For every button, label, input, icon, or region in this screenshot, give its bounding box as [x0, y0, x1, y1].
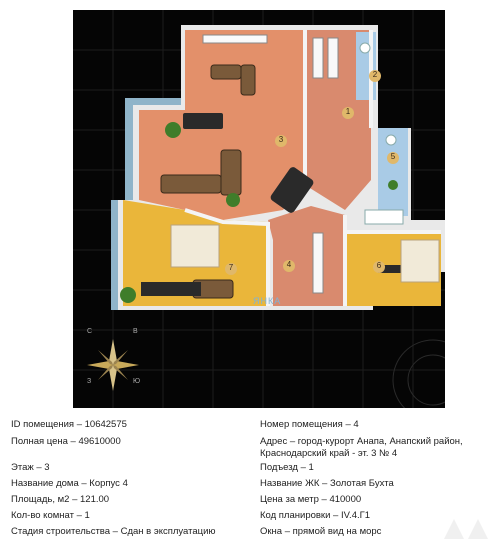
- info-entrance: Подъезд – 1: [260, 462, 314, 473]
- compass-label-e: В: [133, 328, 138, 335]
- compass-label-n: С: [87, 328, 93, 335]
- brand-watermark: ЯНКА: [253, 296, 282, 306]
- info-building-name: Название дома – Корпус 4: [11, 478, 128, 489]
- info-address: Адрес – город-курорт Анапа, Анапский район, Краснодарский край - эт. 3 № 4: [260, 436, 463, 459]
- room-number-1: 1: [345, 107, 351, 116]
- compass-label-w: З: [87, 378, 92, 385]
- room-number-7: 7: [228, 263, 234, 272]
- info-id: ID помещения – 10642575: [11, 419, 127, 430]
- room-number-4: 4: [286, 260, 292, 269]
- room-4-corridor: [268, 206, 345, 306]
- info-price-per-meter: Цена за метр – 410000: [260, 494, 362, 505]
- info-construction-stage: Стадия строительства – Сдан в эксплуатацию: [11, 526, 216, 537]
- room-number-6: 6: [376, 261, 382, 270]
- info-full-price: Полная цена – 49610000: [11, 436, 121, 447]
- room-number-3: 3: [278, 135, 284, 144]
- floor-plan-image: [73, 10, 445, 408]
- info-layout-code: Код планировки – IV.4.Г1: [260, 510, 371, 521]
- info-area: Площадь, м2 – 121.00: [11, 494, 110, 505]
- corner-logo-icon: [442, 515, 490, 541]
- info-windows: Окна – прямой вид на морс: [260, 526, 382, 537]
- info-complex-name: Название ЖК – Золотая Бухта: [260, 478, 394, 489]
- room-number-2: 2: [372, 70, 378, 79]
- info-unit-number: Номер помещения – 4: [260, 419, 359, 430]
- property-info: [0, 408, 495, 546]
- info-floor: Этаж – 3: [11, 462, 50, 473]
- compass-label-s: Ю: [133, 378, 141, 385]
- room-number-5: 5: [390, 152, 396, 161]
- info-rooms: Кол-во комнат – 1: [11, 510, 90, 521]
